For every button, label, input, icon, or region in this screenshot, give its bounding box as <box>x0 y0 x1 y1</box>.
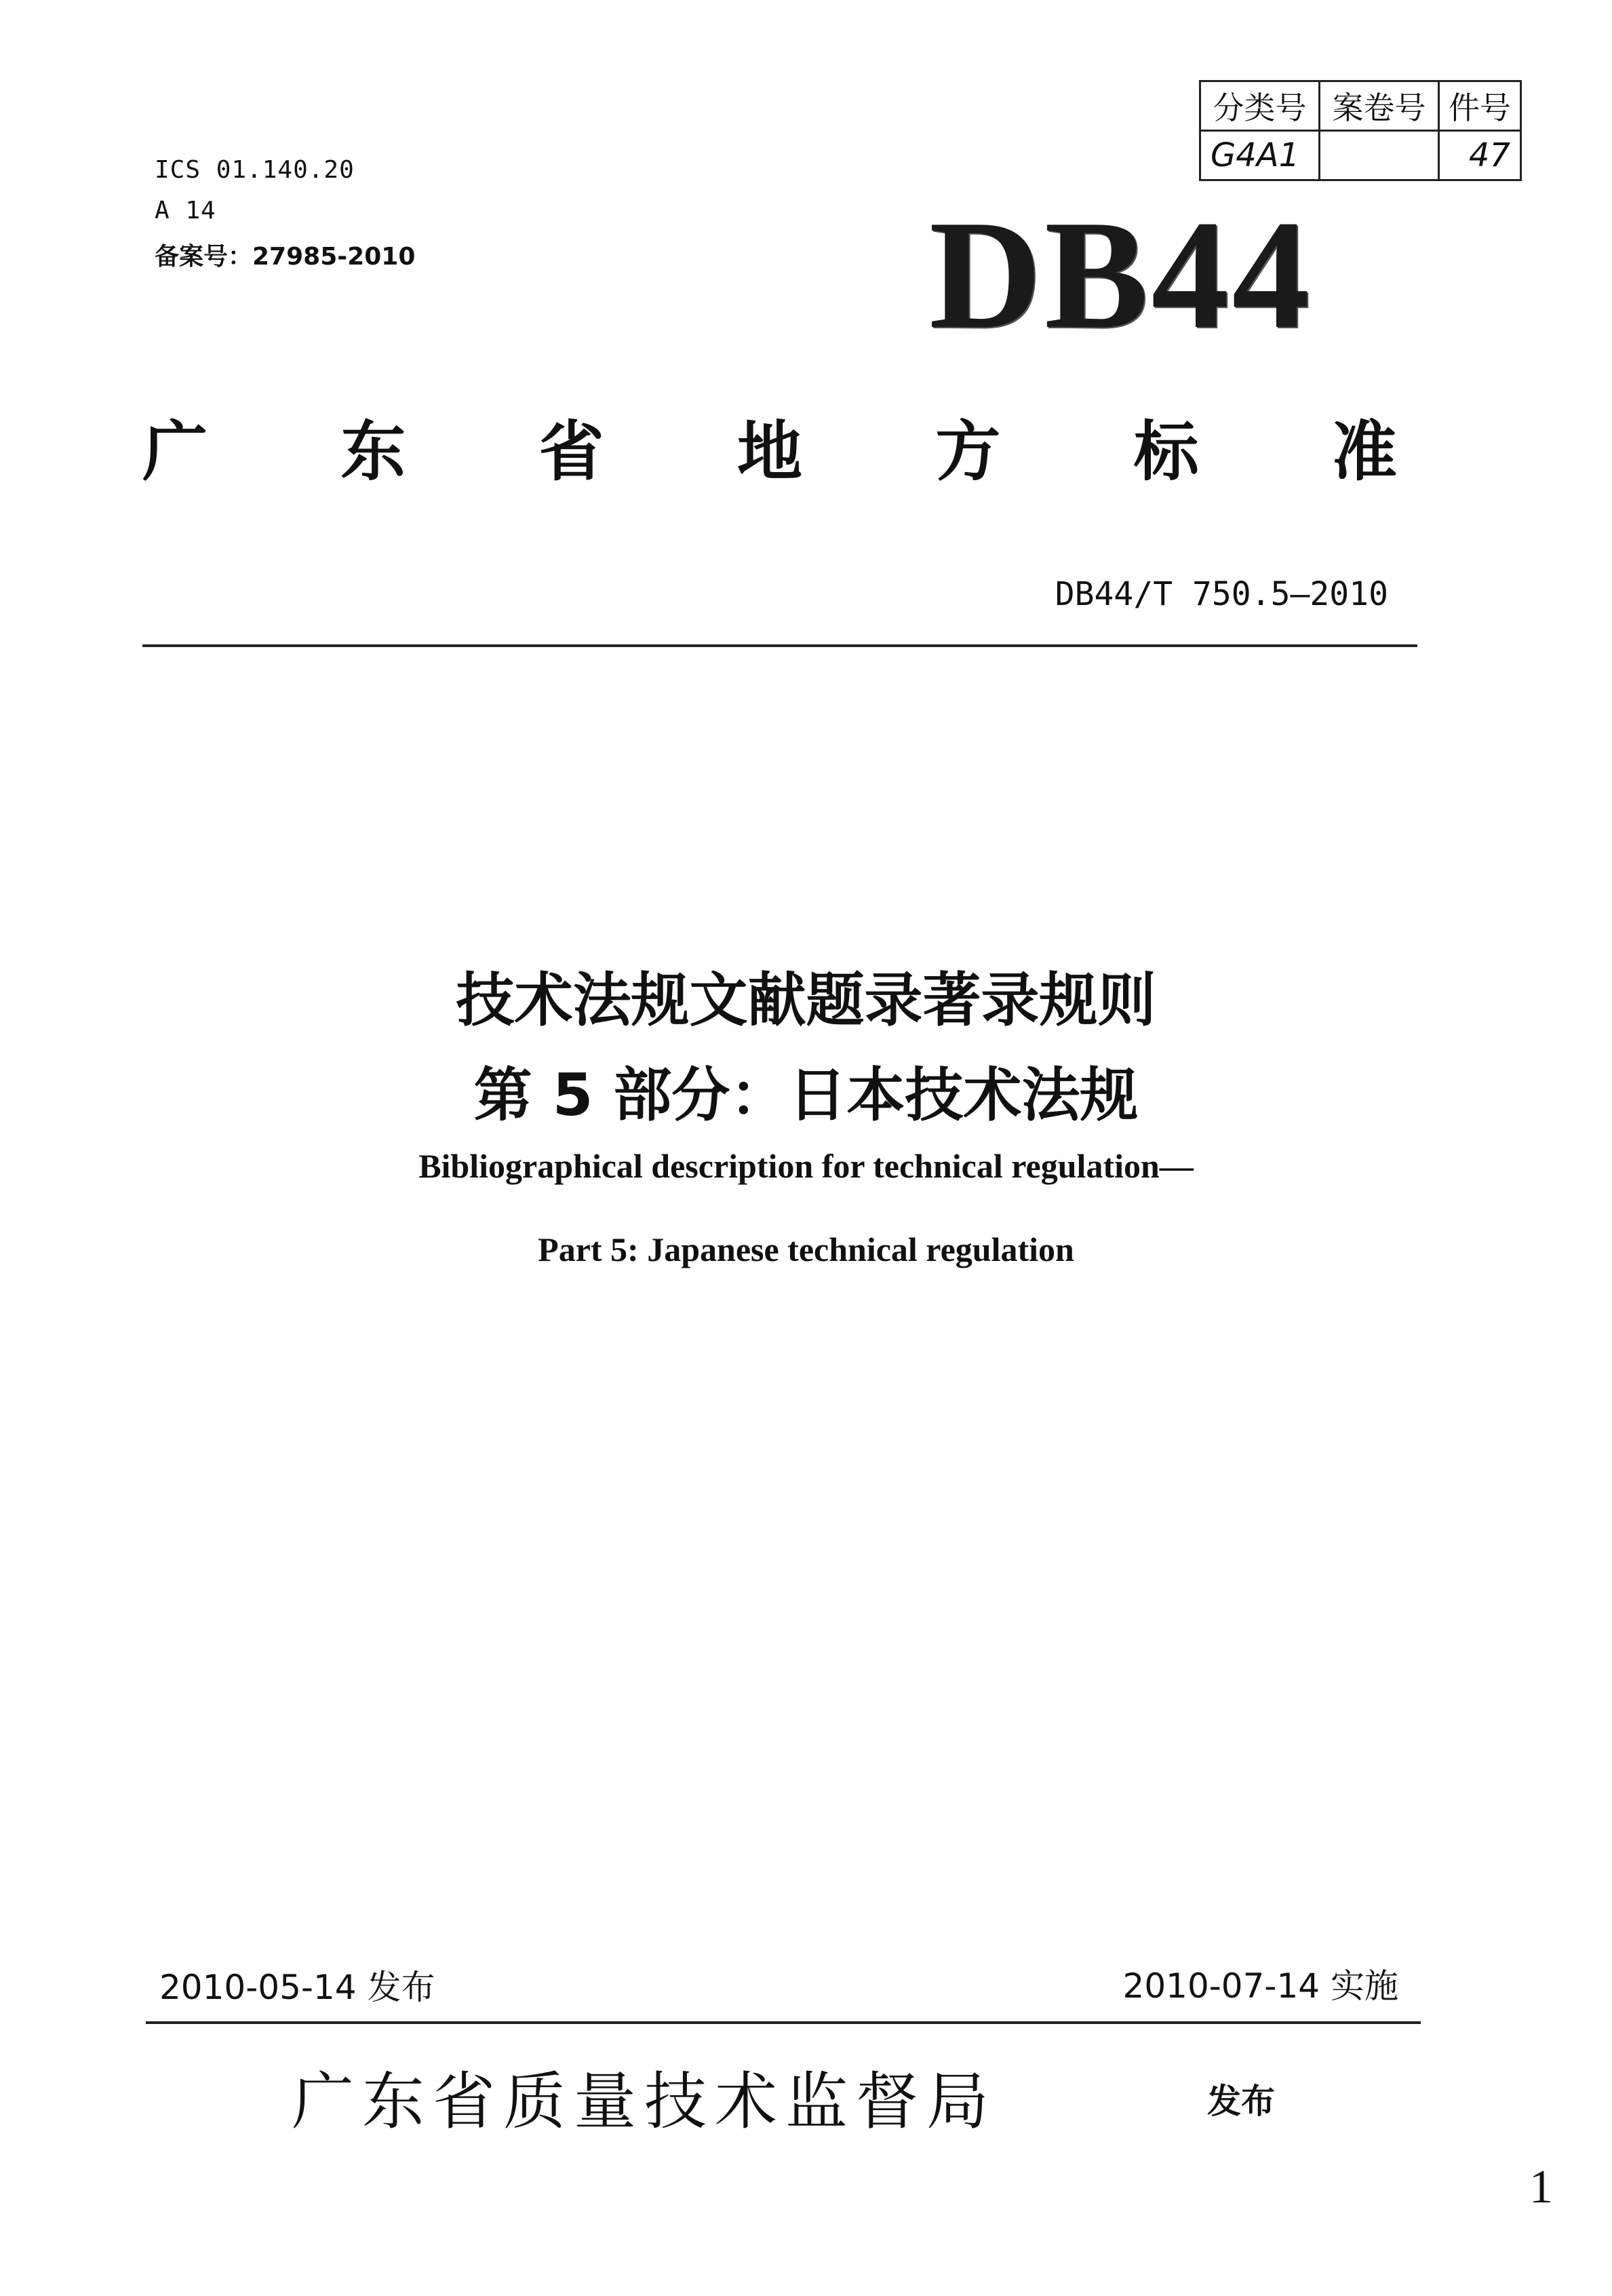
archive-value-item: 47 <box>1439 131 1521 180</box>
footer-divider <box>146 2021 1421 2024</box>
standard-type-char: 东 <box>340 414 406 490</box>
page-number: 1 <box>1529 2161 1553 2213</box>
archive-value-class: G4A1 <box>1200 131 1320 180</box>
ccs-code: A 14 <box>155 197 216 225</box>
standard-type-char: 广 <box>142 414 208 490</box>
archive-value-file <box>1320 131 1439 180</box>
archive-header-file: 案卷号 <box>1320 81 1439 131</box>
standard-type-title <box>142 400 1397 493</box>
issuer-suffix: 发布 <box>1207 2082 1275 2121</box>
title-zh-line2: 第 5 部分：日本技术法规 <box>473 1062 1139 1129</box>
header-divider <box>142 644 1417 647</box>
standard-type-char: 标 <box>1133 414 1199 490</box>
archive-header-class: 分类号 <box>1200 81 1320 131</box>
standard-number: DB44/T 750.5—2010 <box>1055 575 1388 613</box>
record-number: 备案号：27985-2010 <box>155 243 416 271</box>
standard-type-char: 地 <box>736 414 802 490</box>
issue-date: 2010-05-14 发布 <box>159 1968 435 2007</box>
standard-code: DB44 <box>929 188 1313 361</box>
title-zh-line1: 技术法规文献题录著录规则 <box>456 967 1156 1034</box>
title-en-line2: Part 5: Japanese technical regulation <box>538 1230 1074 1268</box>
archive-stamp <box>1199 80 1522 181</box>
title-en-line1: Bibliographical description for technical regulation— <box>418 1147 1194 1185</box>
standard-type-char: 方 <box>935 414 1001 490</box>
ics-code: ICS 01.140.20 <box>155 156 355 184</box>
issuer-name: 广东省质量技术监督局 <box>292 2065 998 2138</box>
implement-date: 2010-07-14 实施 <box>1122 1966 1398 2006</box>
standard-type-char: 准 <box>1331 414 1397 490</box>
standard-type-char: 省 <box>538 414 604 490</box>
archive-header-item: 件号 <box>1439 81 1521 131</box>
